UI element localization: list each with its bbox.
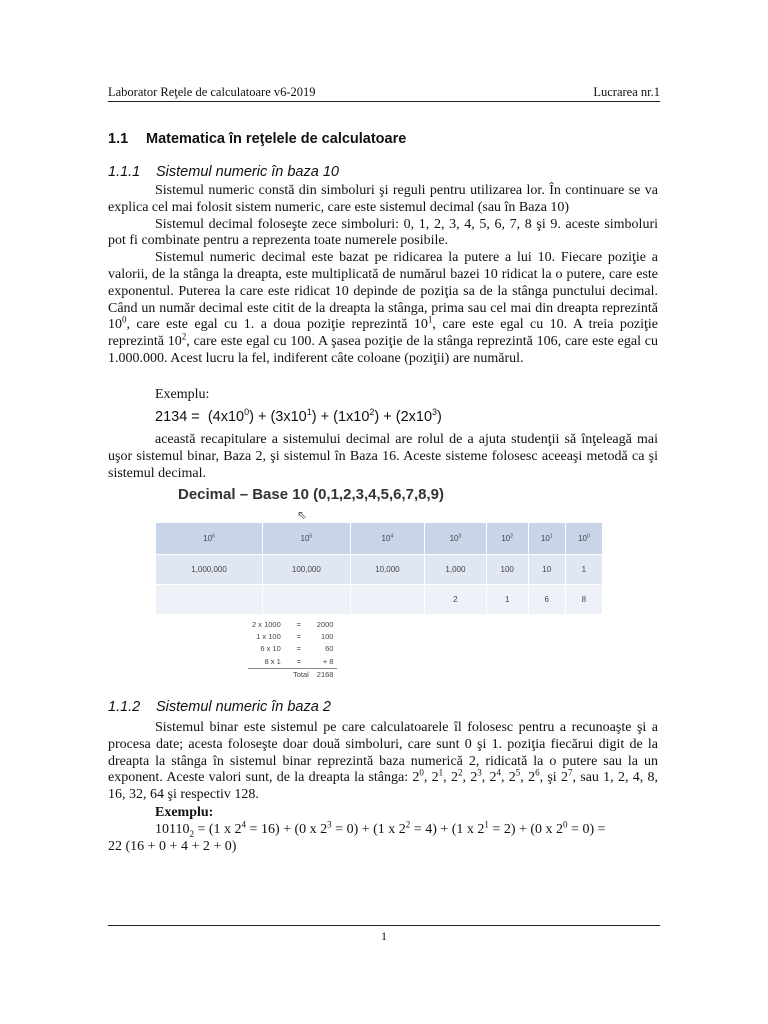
power-cell: $10^5$: [263, 523, 351, 555]
figure-title: Decimal – Base 10 (0,1,2,3,4,5,6,7,8,9): [178, 486, 445, 503]
example-label-1: Exemplu:: [155, 387, 210, 402]
power-cell: $10^0$: [565, 523, 602, 555]
decimal-place-table: [155, 522, 603, 615]
header-right: Lucrarea nr.1: [593, 85, 660, 99]
example-label-2: Exemplu:: [155, 805, 214, 820]
footer-rule: [108, 925, 660, 926]
calculation-table: [248, 618, 337, 681]
subsection-heading-1: [108, 164, 339, 180]
power-cell: $10^3$: [425, 523, 487, 555]
powers-row: [156, 523, 603, 555]
value-cell: 1: [565, 555, 602, 585]
mouse-cursor-icon: ⇖: [297, 508, 308, 522]
digit-cell: 6: [528, 585, 565, 615]
paragraph-4: această recapitulare a sistemului decimal are rolul de a ajuta studenţii să înţeleagă mai uşor sistemul binar, Baza 2, şi sistemul în Baza 16. Aceste sisteme folosesc aceeaşi metodă ca şi sistemul decimal.: [108, 432, 658, 481]
digits-row: [156, 585, 603, 615]
calc-total-row: [248, 668, 337, 681]
subsection-heading-2: [108, 699, 331, 715]
header-left: Laborator Reţele de calculatoare v6-2019: [108, 85, 316, 99]
digit-cell: [263, 585, 351, 615]
section-number: 1.1: [108, 131, 129, 147]
total-value: 2168: [316, 670, 334, 680]
calc-row: 8 x 1 = + 8: [248, 655, 337, 668]
subsection-title-1: Sistemul numeric în baza 10: [156, 164, 339, 180]
binary-example: $10110_2 = (1$ x $2^4 = 16) + (0$ x $2^3 = 0) + (1$ x $2^2 = 4) + (1$ x $2^1 = 2) + (0$ x $2^0 = 0$) =: [155, 819, 606, 839]
paragraph-3: Sistemul numeric decimal este bazat pe ridicarea la putere a lui 10. Fiecare poziţie a valorii, de la stânga la dreapta, este multiplicată de numărul bazei 10 ridicat la o putere, care este exponentul. Puterea la care este ridicat 10 depinde de poziţia sa de la stânga punctului decimal. Când un număr decimal este citit de la dreapta la stânga, prima sau cel mai din dreapta reprezintă $10^0$, care este egal cu 1. a doua poziţie reprezintă $10^1$, care este egal cu 10. A treia poziţie reprezintă $10^2$, care este egal cu 100. A şasea poziţie de la stânga reprezintă 106, care este egal cu 1.000.000. Acest lucru la fel, indiferent câte coloane (poziţii) are numărul.: [108, 250, 658, 366]
value-cell: 100,000: [263, 555, 351, 585]
digit-cell: 1: [486, 585, 528, 615]
calc-row: 2 x 1000 = 2000: [252, 619, 334, 629]
paragraph-1: Sistemul numeric constă din simboluri şi reguli pentru utilizarea lor. În continuare se va explica cel mai folosit sistem numeric, care este sistemul decimal (sau în Baza 10): [108, 183, 658, 215]
subsection-title-2: Sistemul numeric în baza 2: [156, 699, 331, 715]
power-cell: $10^1$: [528, 523, 565, 555]
calc-row: 1 x 100 = 100: [256, 632, 334, 642]
digit-cell: 2: [425, 585, 487, 615]
power-cell: $10^2$: [486, 523, 528, 555]
value-cell: 10,000: [350, 555, 425, 585]
paragraph-binary: Sistemul binar este sistemul pe care calculatoarele îl folosesc pentru a recunoaşte şi a procesa date; acesta foloseşte doar două simboluri, care sunt 0 şi 1. poziţia fiecărui digit de la dreapta la stânga în sistemul binar reprezintă baza numerică 2, ridicată la o putere sau la un exponent. Aceste valori sunt, de la dreapta la stânga: $2^0$, $2^1$, $2^2$, $2^3$, $2^4$, $2^5$, $2^6$, şi $2^7$, sau 1, 2, 4, 8, 16, 32, 64 şi respectiv 128.: [108, 720, 659, 803]
value-cell: 1,000,000: [156, 555, 263, 585]
total-label: Total: [292, 670, 309, 680]
value-cell: 10: [528, 555, 565, 585]
decimal-formula: $2134 = (4x10^0) + (3x10^1) + (1x10^2) + (2x10^3)$: [155, 407, 442, 425]
power-cell: $10^4$: [350, 523, 425, 555]
subsection-number-1: 1.1.1: [108, 164, 141, 180]
body-text-base10: [108, 183, 658, 368]
binary-example-result: 22 (16 + 0 + 4 + 2 + 0): [108, 839, 237, 854]
page-header: [108, 83, 660, 102]
digit-cell: 8: [565, 585, 602, 615]
value-cell: 1,000: [425, 555, 487, 585]
subsection-number-2: 1.1.2: [108, 699, 141, 715]
section-heading: [108, 131, 406, 147]
digit-cell: [156, 585, 263, 615]
power-cell: $10^6$: [156, 523, 263, 555]
values-row: [156, 555, 603, 585]
value-cell: 100: [486, 555, 528, 585]
page-number: 1: [381, 929, 387, 943]
paragraph-2: Sistemul decimal foloseşte zece simboluri: 0, 1, 2, 3, 4, 5, 6, 7, 8 şi 9. aceste simboluri pot fi combinate pentru a reprezenta toate numerele posibile.: [108, 216, 658, 249]
section-title: Matematica în reţelele de calculatoare: [146, 131, 407, 147]
digit-cell: [350, 585, 425, 615]
calc-row: 6 x 10 = 60: [260, 644, 334, 654]
